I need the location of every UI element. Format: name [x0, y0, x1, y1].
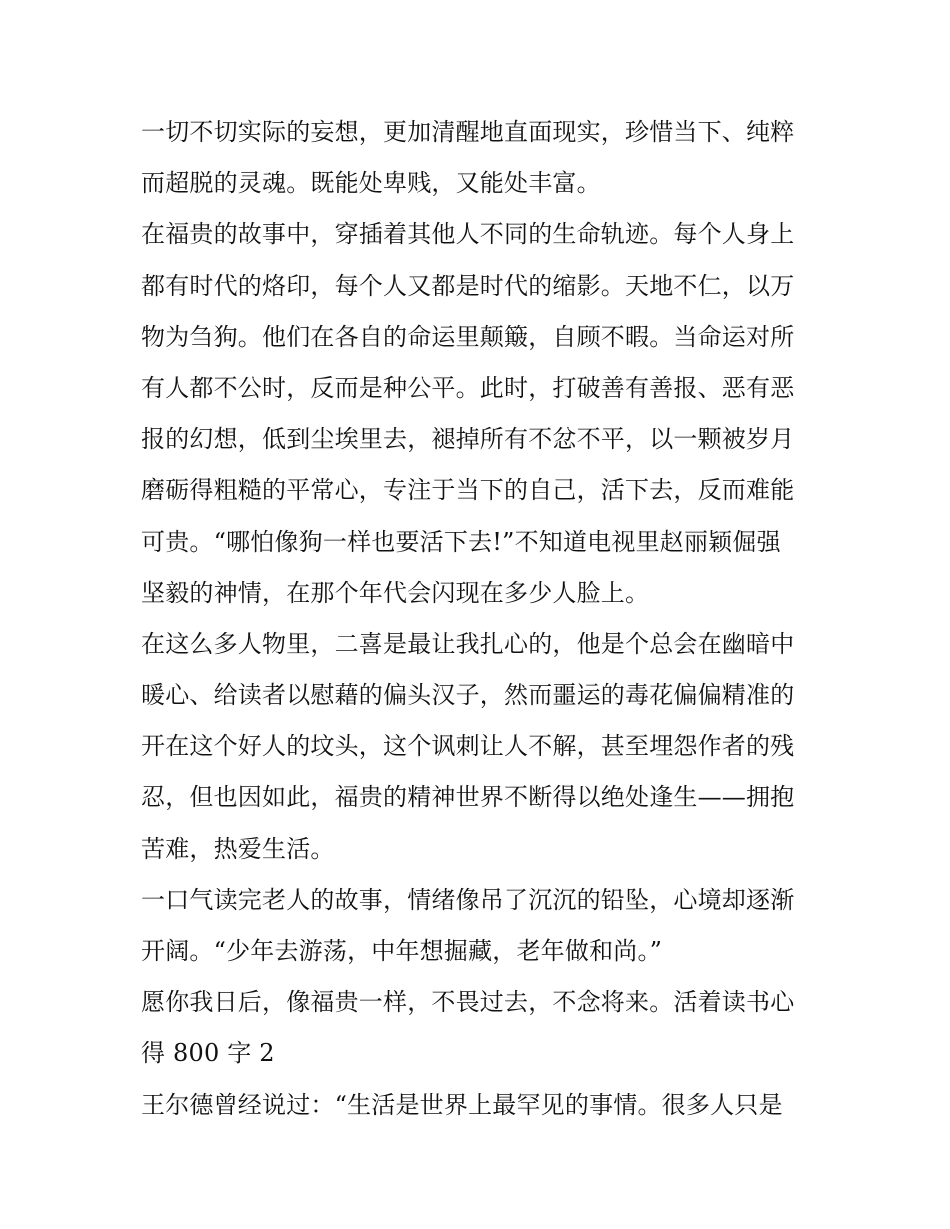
- text-line: 忍，但也因如此，福贵的精神世界不断得以绝处逢生——拥抱: [141, 783, 795, 812]
- text-line: 王尔德曾经说过：“生活是世界上最罕见的事情。很多人只是: [141, 1090, 783, 1119]
- text-line: 得 800 字 2: [141, 1039, 275, 1068]
- text-line: 苦难，热爱生活。: [141, 834, 335, 863]
- text-line: 磨砺得粗糙的平常心，专注于当下的自己，活下去，反而难能: [141, 476, 795, 505]
- text-line: 有人都不公时，反而是种公平。此时，打破善有善报、恶有恶: [141, 373, 795, 402]
- text-line: 暖心、给读者以慰藉的偏头汉子，然而噩运的毒花偏偏精准的: [141, 681, 795, 710]
- text-line: 一口气读完老人的故事，情绪像吊了沉沉的铅坠，心境却逐渐: [141, 885, 795, 914]
- text-line: 开在这个好人的坟头，这个讽刺让人不解，甚至埋怨作者的残: [141, 732, 795, 761]
- text-line: 物为刍狗。他们在各自的命运里颠簸，自顾不暇。当命运对所: [141, 322, 795, 351]
- text-line: 愿你我日后，像福贵一样，不畏过去，不念将来。活着读书心: [141, 988, 795, 1017]
- text-line: 可贵。“哪怕像狗一样也要活下去!”不知道电视里赵丽颖倔强: [141, 527, 781, 556]
- text-line: 在这么多人物里，二喜是最让我扎心的，他是个总会在幽暗中: [141, 629, 795, 658]
- text-line: 开阔。“少年去游荡，中年想掘藏，老年做和尚。”: [141, 937, 663, 965]
- document-body: [141, 107, 813, 1131]
- text-line: 报的幻想，低到尘埃里去，褪掉所有不忿不平，以一颗被岁月: [141, 425, 795, 454]
- text-line: 而超脱的灵魂。既能处卑贱，又能处丰富。: [141, 169, 601, 198]
- text-line: 都有时代的烙印，每个人又都是时代的缩影。天地不仁，以万: [141, 271, 795, 300]
- text-line: 在福贵的故事中，穿插着其他人不同的生命轨迹。每个人身上: [141, 220, 795, 249]
- text-line: 一切不切实际的妄想，更加清醒地直面现实，珍惜当下、纯粹: [141, 118, 795, 146]
- text-line: 坚毅的神情，在那个年代会闪现在多少人脸上。: [141, 578, 650, 607]
